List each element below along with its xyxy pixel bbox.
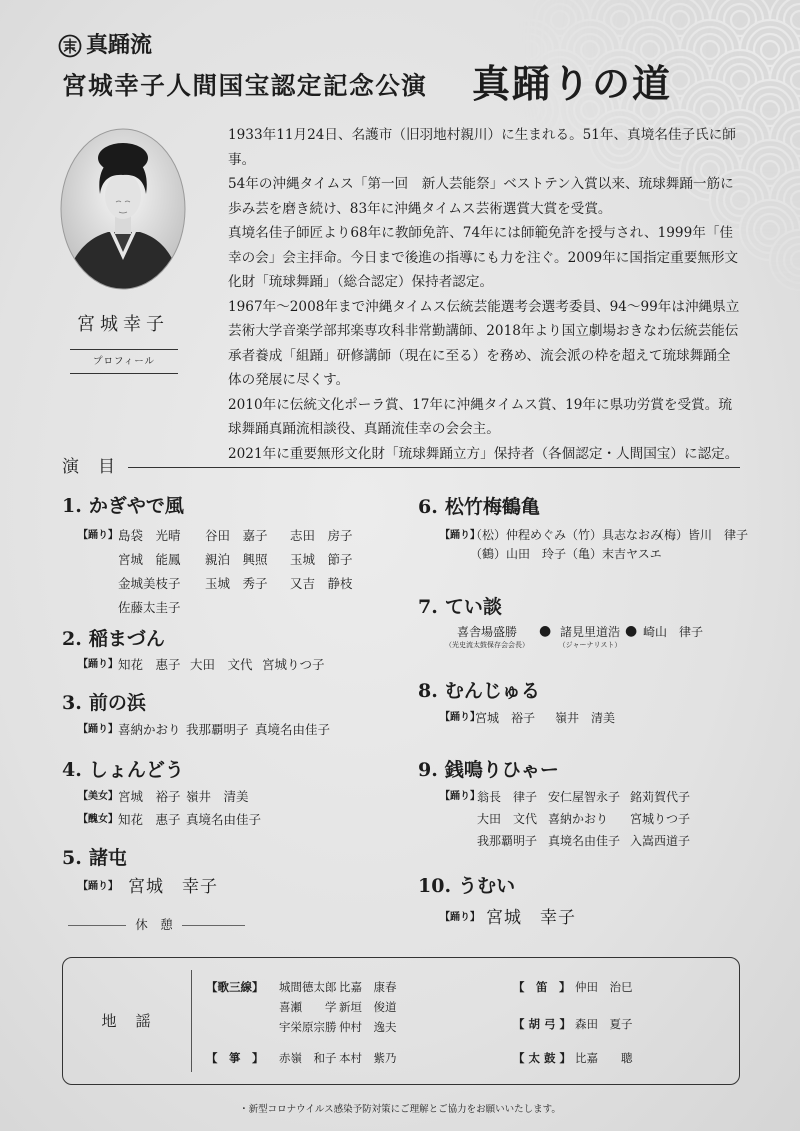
performer: （鶴）山田 玲子 [470,547,567,561]
panelist [442,624,532,650]
performer: 又吉 静枝 [290,576,353,591]
musician: 城間德太郎 [279,980,337,994]
program-heading: 演 目 [62,457,116,477]
item-title: 6. 松竹梅鶴亀 [418,496,540,518]
program-item-3 [62,690,331,737]
footer-note: ・新型コロナウイルス感染予防対策にご理解とご協力をお願いいたします。 [239,1104,561,1115]
bio-paragraph: 1933年11月24日、名護市（旧羽地村親川）に生まれる。51年、真境名佳子氏に師事。 [228,127,736,168]
performer: 志田 房子 [290,528,353,543]
performer: 嶺井 清美 [186,789,249,804]
bio-paragraph: 54年の沖縄タイムス「第一回 新人芸能祭」ベストテン入賞以来、琉球舞踊一筋に歩み芸を磨き続け、83年に沖縄タイムス芸術選賞大賞を受賞。 [228,176,734,217]
crest-icon [58,34,82,58]
event-title: 宮城幸子人間国宝認定記念公演 [62,71,428,100]
performer: 喜納かおり [118,722,181,737]
performer: 知花 惠子 [118,657,181,672]
performer-list [118,808,286,831]
bio-paragraph: 2010年に伝統文化ポーラ賞、17年に沖縄タイムス賞、19年に県功労賞を受賞。琉球舞踊真踊流相談役、真踊流佳幸の会会主。 [228,396,732,437]
program-item-8 [418,678,616,725]
jiutai-panel [62,957,740,1085]
role-label: 【踊り】 [440,712,480,723]
panelist-title: （ジャーナリスト） [558,641,622,649]
profile-divider-bottom [70,373,178,374]
item-title: 5. 諸屯 [62,847,127,869]
performer: 我那覇明子 [186,722,249,737]
item-title: 1. かぎやで風 [62,495,184,517]
musician: 森田 夏子 [575,1017,633,1031]
role-label: 【太鼓】 [513,1051,575,1065]
portrait-photo [60,128,186,290]
performer: 真境名由佳子 [186,812,262,827]
performer: （松）仲程めぐみ [470,528,567,542]
role-label: 【胡弓】 [513,1017,575,1031]
panelist-name: 喜舎場盛勝 [456,625,517,639]
bio-paragraph: 1967年～2008年まで沖縄タイムス伝統芸能選考会選考委員、94～99年は沖縄県立芸術大学音楽学部邦楽専攻科非常勤講師、2018年より国立劇場おきなわ伝統芸能伝承者養成「組踊」研修講師（現在に至る）を務め、流会派の枠を超えて琉球舞踊全体の発展に尽くす。 [228,298,740,388]
musician: 本村 紫乃 [339,1051,397,1065]
performer: 翁長 律子 [477,790,538,804]
role-label: 【美女】 [78,791,118,802]
performer: 嶺井 清美 [555,711,616,725]
performer: 佐藤太圭子 [118,600,181,615]
performer: （梅）皆川 律子 [652,528,749,542]
program-item-5 [62,845,218,897]
panelist [550,624,630,650]
performer: 玉城 秀子 [205,576,268,591]
performer-list [477,786,720,852]
performer: 玉城 節子 [290,552,353,567]
musician-list [279,977,419,1037]
program-item-4 [62,757,262,827]
program-item-10 [418,873,576,928]
performer: 金城美枝子 [118,576,181,591]
performer: 安仁屋智永子 [548,790,621,804]
performer-list [118,524,376,620]
performer: 宮城 裕子 [475,711,536,725]
role-label: 【醜女】 [78,814,118,825]
musician: 新垣 俊道 [339,1000,397,1014]
panelist [643,624,703,640]
program-item-7 [418,594,740,664]
role-label: 【踊り】 [440,530,480,541]
performer: 島袋 光晴 [118,528,181,543]
program-item-6 [418,494,749,561]
performer: 宮城りつ子 [630,812,691,826]
program-item-9 [418,757,691,848]
performer: 宮城 幸子 [128,877,218,897]
bullet-icon: ● [539,623,552,639]
musician-list [279,1048,419,1068]
performer-list [470,526,749,564]
role-label: 【踊り】 [78,724,118,735]
profile-bio [228,123,742,466]
panelist-name: 崎山 律子 [643,625,704,639]
program-item-1 [62,493,353,615]
role-label: 【踊り】 [440,912,480,923]
profile-divider-top [70,349,178,350]
item-title: 8. むんじゅる [418,680,540,702]
panelist-title: （光史流太鼓保存会会長） [445,641,529,649]
performer: 喜納かおり [548,812,609,826]
role-label: 【踊り】 [78,659,118,670]
program-item-2 [62,626,325,672]
performer: （竹）具志なおみ [566,528,663,542]
jiutai-divider [191,970,192,1072]
role-label: 【 箏 】 [206,1051,264,1065]
musician: 仲村 逸夫 [339,1020,397,1034]
performer: 宮城 能鳳 [118,552,181,567]
performer: 宮城 幸子 [486,908,576,928]
musician: 宇栄原宗勝 [279,1020,337,1034]
item-title: 9. 銭鳴りひゃー [418,759,559,781]
bio-paragraph: 2021年に重要無形文化財「琉球舞踊立方」保持者（各個認定・人間国宝）に認定。 [228,445,739,462]
intermission-rule-left [68,925,126,926]
school-name: 真踊流 [86,32,153,58]
performer-list [118,653,352,677]
musician: 比嘉 康春 [339,980,397,994]
performer: 大田 文代 [477,812,538,826]
role-label: 【歌三線】 [206,980,264,994]
performer: （亀）末吉ヤスエ [566,547,662,561]
role-label: 【踊り】 [78,881,118,892]
performer-list [118,718,355,742]
performer-list [475,706,645,730]
performer: 宮城 裕子 [118,789,181,804]
performer: 入嵩西道子 [630,834,691,848]
item-title: 10. うむい [418,875,516,897]
bio-paragraph: 真境名佳子師匠より68年に教師免許、74年には師範免許を授与され、1999年「佳幸の会」会主拝命。今日まで後進の指導にも力を注ぐ。2009年に国指定重要無形文化財「琉球舞踊」（総合認定）保持者認定。 [228,225,739,290]
item-title: 4. しょんどう [62,759,184,781]
role-label: 【 笛 】 [513,980,571,994]
musician: 喜瀬 学 [279,1000,337,1014]
profile-name: 宮城幸子 [77,314,169,335]
role-label: 【踊り】 [440,791,480,802]
panelist-name: 諸見里道浩 [559,625,620,639]
musician: 比嘉 聰 [575,1051,633,1065]
role-label: 【踊り】 [78,530,118,541]
jiutai-label: 地 謡 [101,1012,153,1030]
performer-list [118,785,286,808]
performer: 真境名由佳子 [548,834,621,848]
item-title: 2. 稲まづん [62,628,165,650]
performer: 銘苅賀代子 [630,790,691,804]
program-heading-rule [128,467,740,468]
performer: 我那覇明子 [477,834,538,848]
main-title: 真踊りの道 [472,61,673,106]
performer: 谷田 嘉子 [205,528,268,543]
intermission-label: 休 憩 [135,917,173,932]
performer: 知花 惠子 [118,812,181,827]
performer: 親泊 興照 [205,552,268,567]
musician: 赤嶺 和子 [279,1051,337,1065]
musician: 仲田 治巳 [575,980,633,994]
item-title: 3. 前の浜 [62,692,146,714]
intermission-rule-right [182,925,245,926]
performer: 大田 文代 [190,657,253,672]
bullet-icon: ● [625,623,638,639]
performer: 真境名由佳子 [255,722,331,737]
performer: 宮城りつ子 [262,657,325,672]
item-title: 7. てい談 [418,596,502,618]
profile-label: プロフィール [92,356,156,367]
